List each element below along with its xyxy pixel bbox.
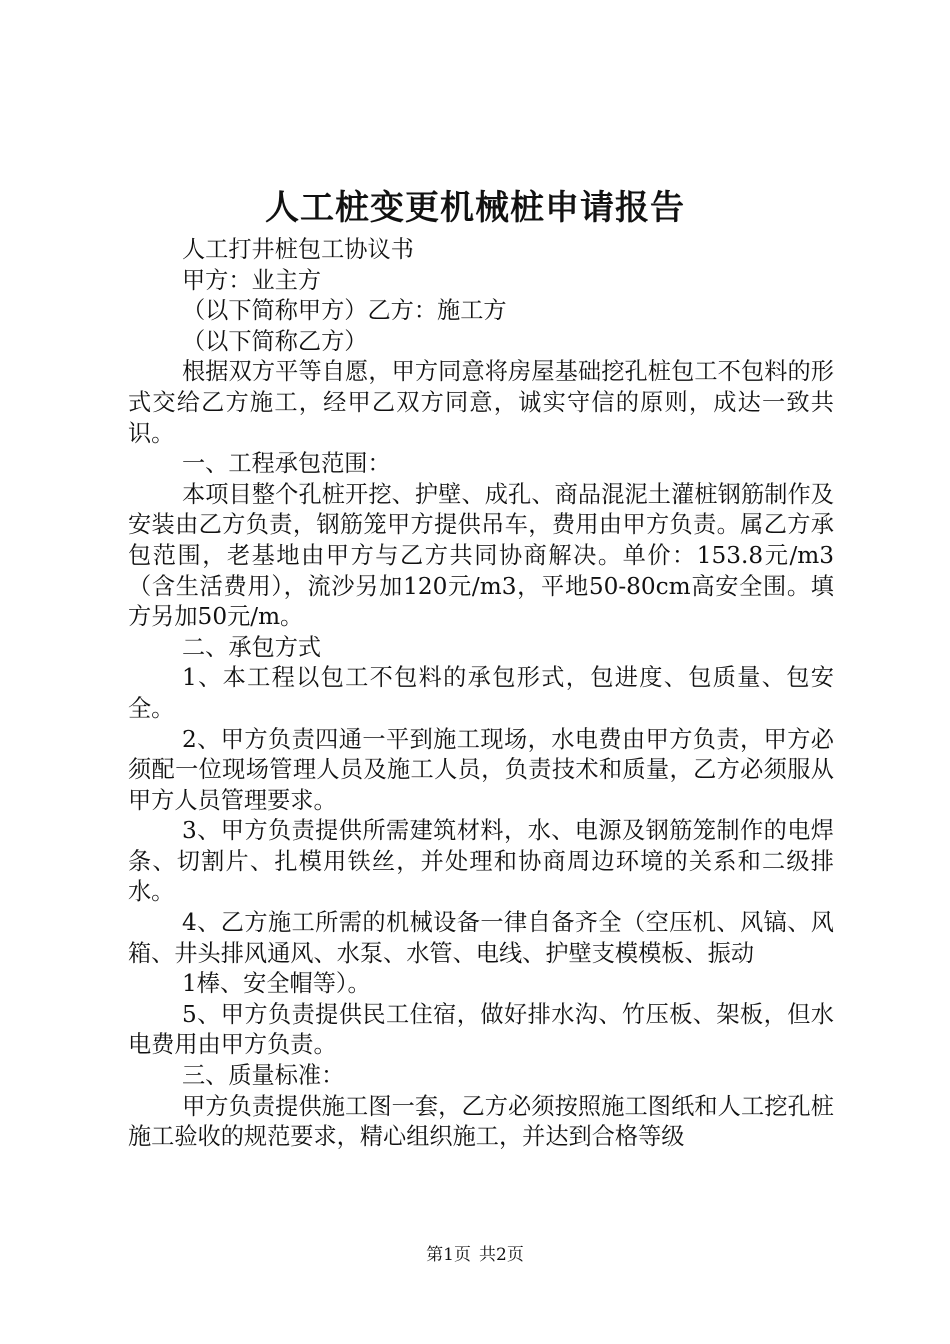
paragraph: 甲方负责提供施工图一套，乙方必须按照施工图纸和人工挖孔桩施工验收的规范要求，精心组织施工，并达到合格等级 [128, 1092, 834, 1151]
paragraph: （以下简称乙方） [182, 327, 368, 355]
list-item: 3、甲方负责提供所需建筑材料，水、电源及钢筋笼制作的电焊条、切割片、扎模用铁丝，并处理和协商周边环境的关系和二级排水。 [128, 817, 834, 906]
document-title: 人工桩变更机械桩申请报告 [265, 188, 685, 228]
section-heading: 二、承包方式 [182, 633, 322, 661]
section-heading: 三、质量标准： [182, 1062, 345, 1090]
page-total: 共2页 [479, 1245, 524, 1265]
paragraph: 根据双方平等自愿，甲方同意将房屋基础挖孔桩包工不包料的形式交给乙方施工，经甲乙双方同意，诚实守信的原则，成达一致共识。 [128, 358, 834, 447]
page-number: 第1页 [426, 1245, 471, 1265]
page-footer [0, 1244, 950, 1266]
paragraph: （以下简称甲方）乙方：施工方 [182, 297, 507, 325]
paragraph: 人工打井桩包工协议书 [182, 236, 414, 263]
list-item: 4、乙方施工所需的机械设备一律自备齐全（空压机、风镐、风箱、井头排风通风、水泵、水管、电线、护壁支模模板、振动 [128, 909, 834, 967]
list-item: 2、甲方负责四通一平到施工现场，水电费由甲方负责，甲方必须配一位现场管理人员及施工人员，负责技术和质量，乙方必须服从甲方人员管理要求。 [128, 725, 834, 814]
list-item: 5、甲方负责提供民工住宿，做好排水沟、竹压板、架板，但水电费用由甲方负责。 [128, 1000, 834, 1059]
section-heading: 一、工程承包范围： [182, 450, 391, 478]
list-item: 1、本工程以包工不包料的承包形式，包进度、包质量、包安全。 [128, 664, 834, 722]
paragraph: 甲方：业主方 [182, 266, 322, 294]
paragraph: 本项目整个孔桩开挖、护壁、成孔、商品混泥土灌桩钢筋制作及安装由乙方负责，钢筋笼甲方提供吊车，费用由甲方负责。属乙方承包范围，老基地由甲方与乙方共同协商解决。单价：153.8元/m3（含生活费用），流沙另加120元/m3，平地50-80cm高安全围。填方另加50元/m。 [128, 480, 834, 631]
document-body [128, 235, 834, 1153]
list-item-continuation: 1棒、安全帽等）。 [182, 970, 371, 998]
